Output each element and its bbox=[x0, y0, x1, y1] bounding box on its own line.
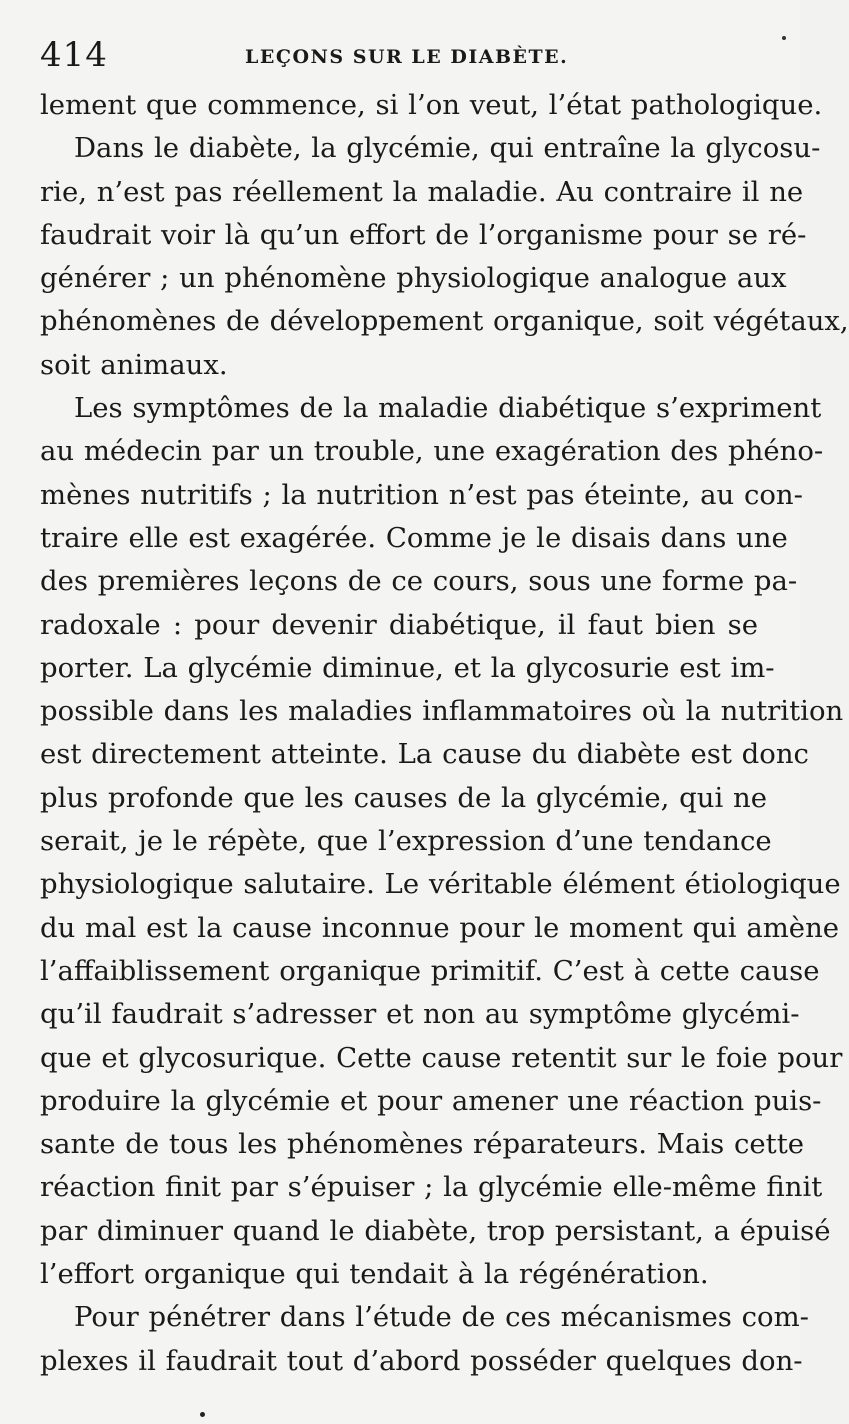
text-line: l’effort organique qui tendait à la régénération. bbox=[40, 1258, 709, 1291]
text-line: possible dans les maladies inflammatoires où la nutrition bbox=[40, 695, 844, 728]
footer-dot bbox=[200, 1412, 205, 1417]
text-line: que et glycosurique. Cette cause retentit sur le foie pour bbox=[40, 1041, 843, 1074]
text-line: plus profonde que les causes de la glycémie, qui ne bbox=[40, 781, 767, 814]
paragraph bbox=[40, 387, 844, 1296]
text-line: du mal est la cause inconnue pour le moment qui amène bbox=[40, 911, 840, 944]
text-line: phénomènes de développement organique, soit végétaux, bbox=[40, 305, 849, 338]
text-line: rie, n’est pas réellement la maladie. Au contraire il ne bbox=[40, 175, 804, 208]
text-line: physiologique salutaire. Le véritable élément étiologique bbox=[40, 868, 841, 901]
text-line: l’affaiblissement organique primitif. C’est à cette cause bbox=[40, 954, 820, 987]
text-line: Les symptômes de la maladie diabétique s’expriment bbox=[74, 392, 822, 425]
text-line: produire la glycémie et pour amener une réaction puis- bbox=[40, 1084, 822, 1117]
text-line: par diminuer quand le diabète, trop persistant, a épuisé bbox=[40, 1214, 831, 1247]
running-title: LEÇONS SUR LE DIABÈTE. bbox=[245, 46, 569, 68]
text-line: sante de tous les phénomènes réparateurs. Mais cette bbox=[40, 1128, 805, 1161]
paragraph-continuation bbox=[40, 84, 823, 127]
page-header bbox=[40, 30, 760, 80]
paragraph bbox=[40, 1296, 809, 1383]
text-line: au médecin par un trouble, une exagération des phéno- bbox=[40, 435, 824, 468]
text-line: traire elle est exagérée. Comme je le disais dans une bbox=[40, 521, 788, 554]
text-line: serait, je le répète, que l’expression d’une tendance bbox=[40, 825, 772, 858]
paragraph bbox=[40, 127, 849, 387]
text-line: porter. La glycémie diminue, et la glycosurie est im- bbox=[40, 651, 775, 684]
text-line: plexes il faudrait tout d’abord posséder quelques don- bbox=[40, 1344, 803, 1377]
text-line: qu’il faudrait s’adresser et non au symptôme glycémi- bbox=[40, 998, 800, 1031]
text-line: lement que commence, si l’on veut, l’état pathologique. bbox=[40, 89, 823, 121]
margin-dot bbox=[782, 36, 786, 40]
text-line: Dans le diabète, la glycémie, qui entraîne la glycosu- bbox=[74, 132, 821, 165]
text-line: des premières leçons de ce cours, sous une forme pa- bbox=[40, 565, 798, 598]
text-line: est directement atteinte. La cause du diabète est donc bbox=[40, 738, 809, 771]
text-line: Pour pénétrer dans l’étude de ces mécanismes com- bbox=[74, 1301, 809, 1334]
page-body bbox=[40, 84, 849, 1383]
text-line: mènes nutritifs ; la nutrition n’est pas éteinte, au con- bbox=[40, 478, 803, 511]
text-line: faudrait voir là qu’un effort de l’organisme pour se ré- bbox=[40, 218, 807, 251]
text-line: générer ; un phénomène physiologique analogue aux bbox=[40, 262, 787, 295]
text-line: radoxale : pour devenir diabétique, il faut bien se bbox=[40, 608, 758, 641]
text-line: soit animaux. bbox=[40, 348, 228, 381]
text-line: réaction finit par s’épuiser ; la glycémie elle-même finit bbox=[40, 1171, 823, 1204]
page-number: 414 bbox=[40, 35, 108, 75]
